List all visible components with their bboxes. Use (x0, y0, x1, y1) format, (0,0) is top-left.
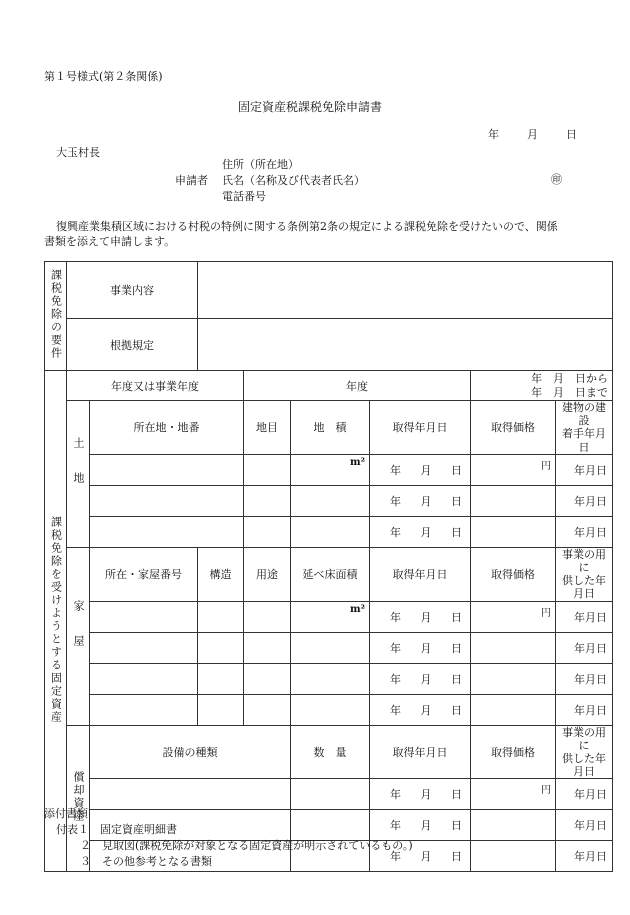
land-category-header: 地目 (244, 401, 291, 455)
dep-start-date-cell[interactable]: 年 月 日 (556, 841, 613, 872)
attachment-item: ３ その他参考となる書類 (80, 855, 212, 868)
land-start-date-cell[interactable]: 年 月 日 (556, 516, 613, 547)
dep-acq-date-header: 取得年月日 (370, 725, 471, 779)
house-start-date-cell[interactable]: 年 月 日 (556, 601, 613, 632)
land-category-cell[interactable] (244, 454, 291, 485)
equipment-type-header: 設備の種類 (90, 725, 291, 779)
name-label: 氏名（名称及び代表者氏名） (222, 174, 365, 187)
house-location-cell[interactable] (90, 694, 198, 725)
document-title: 固定資産税課税免除申請書 (238, 100, 383, 114)
house-floor-cell[interactable] (291, 601, 370, 632)
attachment-item: 付表１ 固定資産明細書 (56, 823, 177, 836)
period-field[interactable] (471, 371, 613, 401)
house-acq-date-cell[interactable]: 年 月 日 (370, 663, 471, 694)
house-location-cell[interactable] (90, 632, 198, 663)
house-acq-price-cell[interactable] (471, 694, 556, 725)
house-location-header: 所在・家屋番号 (90, 547, 198, 601)
seal-mark: ㊞ (551, 173, 562, 186)
land-area-cell[interactable] (291, 516, 370, 547)
business-content-field[interactable] (198, 262, 613, 319)
house-row (45, 601, 613, 632)
house-acq-date-header: 取得年月日 (370, 547, 471, 601)
dep-acq-price-cell[interactable] (471, 779, 556, 810)
house-acq-price-cell[interactable] (471, 663, 556, 694)
house-start-date-cell[interactable]: 年 月 日 (556, 632, 613, 663)
house-use-header: 用途 (244, 547, 291, 601)
land-category-cell[interactable] (244, 516, 291, 547)
land-location-cell[interactable] (90, 485, 244, 516)
land-start-date-cell[interactable]: 年 月 日 (556, 454, 613, 485)
dep-acq-price-cell[interactable] (471, 810, 556, 841)
house-side-label: 家屋 (67, 547, 90, 725)
land-acq-price-cell[interactable] (471, 454, 556, 485)
business-content-label: 事業内容 (67, 262, 198, 319)
land-acq-date-cell[interactable]: 年 月 日 (370, 454, 471, 485)
land-acq-date-cell[interactable]: 年 月 日 (370, 516, 471, 547)
house-floor-cell[interactable] (291, 694, 370, 725)
dep-acq-price-cell[interactable] (471, 841, 556, 872)
depreciable-side-label: 償却資産 (67, 725, 90, 872)
dep-acq-price-header: 取得価格 (471, 725, 556, 779)
land-start-date-header: 建物の建設 着手年月日 (556, 401, 613, 455)
land-category-cell[interactable] (244, 485, 291, 516)
land-acq-price-cell[interactable] (471, 485, 556, 516)
house-acq-price-cell[interactable] (471, 632, 556, 663)
house-row (45, 663, 613, 694)
house-structure-cell[interactable] (198, 632, 244, 663)
house-use-cell[interactable] (244, 601, 291, 632)
house-start-date-cell[interactable]: 年 月 日 (556, 663, 613, 694)
unit-yen: 円 (541, 607, 551, 619)
house-acq-price-cell[interactable] (471, 601, 556, 632)
house-use-cell[interactable] (244, 632, 291, 663)
address-label: 住所（所在地） (222, 158, 299, 171)
phone-label: 電話番号 (222, 190, 266, 203)
body-text-line2: 書類を添えて申請します。 (44, 235, 176, 248)
house-use-cell[interactable] (244, 663, 291, 694)
legal-basis-field[interactable] (198, 319, 613, 371)
dep-acq-date-cell[interactable]: 年 月 日 (370, 779, 471, 810)
house-location-cell[interactable] (90, 663, 198, 694)
house-structure-cell[interactable] (198, 663, 244, 694)
asset-side-label: 課税免除を受けようとする固定資産 (45, 371, 67, 872)
house-row (45, 632, 613, 663)
house-row (45, 694, 613, 725)
house-acq-date-cell[interactable]: 年 月 日 (370, 632, 471, 663)
attachment-item: ２ 見取図(課税免除が対象となる固定資産が明示されているもの。) (80, 839, 413, 852)
year-label: 年度 (244, 371, 471, 401)
land-row (45, 516, 613, 547)
house-location-cell[interactable] (90, 601, 198, 632)
equipment-type-cell[interactable] (90, 779, 291, 810)
house-floor-header: 延べ床面積 (291, 547, 370, 601)
body-text-line1: 復興産業集積区域における村税の特例に関する条例第2条の規定による課税免除を受けたいので、関係 (56, 220, 558, 233)
land-location-header: 所在地・地番 (90, 401, 244, 455)
land-side-label: 土地 (67, 401, 90, 548)
application-table (44, 261, 613, 872)
land-acq-price-cell[interactable] (471, 516, 556, 547)
unit-yen: 円 (541, 460, 551, 472)
fiscal-year-label: 年度又は事業年度 (67, 371, 244, 401)
dep-start-date-cell[interactable]: 年 月 日 (556, 810, 613, 841)
land-location-cell[interactable] (90, 516, 244, 547)
applicant-label: 申請者 (175, 174, 208, 187)
dep-acq-date-cell[interactable]: 年 月 日 (370, 841, 471, 872)
house-floor-cell[interactable] (291, 632, 370, 663)
dep-acq-date-cell[interactable]: 年 月 日 (370, 810, 471, 841)
house-structure-cell[interactable] (198, 694, 244, 725)
period-to: 年 月 日まで (531, 385, 609, 399)
house-start-date-header: 事業の用に 供した年月日 (556, 547, 613, 601)
unit-m2: m² (350, 456, 365, 468)
quantity-cell[interactable] (291, 779, 370, 810)
unit-m2: m² (350, 603, 365, 615)
house-acq-date-cell[interactable]: 年 月 日 (370, 694, 471, 725)
house-floor-cell[interactable] (291, 663, 370, 694)
date-line: 年 月 日 (488, 128, 577, 141)
house-start-date-cell[interactable]: 年 月 日 (556, 694, 613, 725)
land-area-cell[interactable] (291, 454, 370, 485)
unit-yen: 円 (541, 785, 551, 797)
house-structure-header: 構造 (198, 547, 244, 601)
quantity-header: 数 量 (291, 725, 370, 779)
land-acq-price-header: 取得価格 (471, 401, 556, 455)
period-from: 年 月 日から (531, 372, 609, 386)
land-area-header: 地 積 (291, 401, 370, 455)
dep-start-date-header: 事業の用に 供した年月日 (556, 725, 613, 779)
form-number: 第１号様式(第２条関係) (44, 70, 163, 83)
land-acq-date-header: 取得年月日 (370, 401, 471, 455)
land-area-cell[interactable] (291, 485, 370, 516)
depreciable-row (45, 779, 613, 810)
house-acq-date-cell[interactable]: 年 月 日 (370, 601, 471, 632)
house-acq-price-header: 取得価格 (471, 547, 556, 601)
attachments-label: 添付書類 (44, 807, 88, 820)
land-row (45, 454, 613, 485)
land-acq-date-cell[interactable]: 年 月 日 (370, 485, 471, 516)
legal-basis-label: 根拠規定 (67, 319, 198, 371)
land-location-cell[interactable] (90, 454, 244, 485)
land-row (45, 485, 613, 516)
requirements-side-label: 課税免除の要件 (45, 262, 67, 371)
land-start-date-cell[interactable]: 年 月 日 (556, 485, 613, 516)
dep-start-date-cell[interactable]: 年 月 日 (556, 779, 613, 810)
house-use-cell[interactable] (244, 694, 291, 725)
addressee: 大玉村長 (56, 146, 100, 159)
house-structure-cell[interactable] (198, 601, 244, 632)
